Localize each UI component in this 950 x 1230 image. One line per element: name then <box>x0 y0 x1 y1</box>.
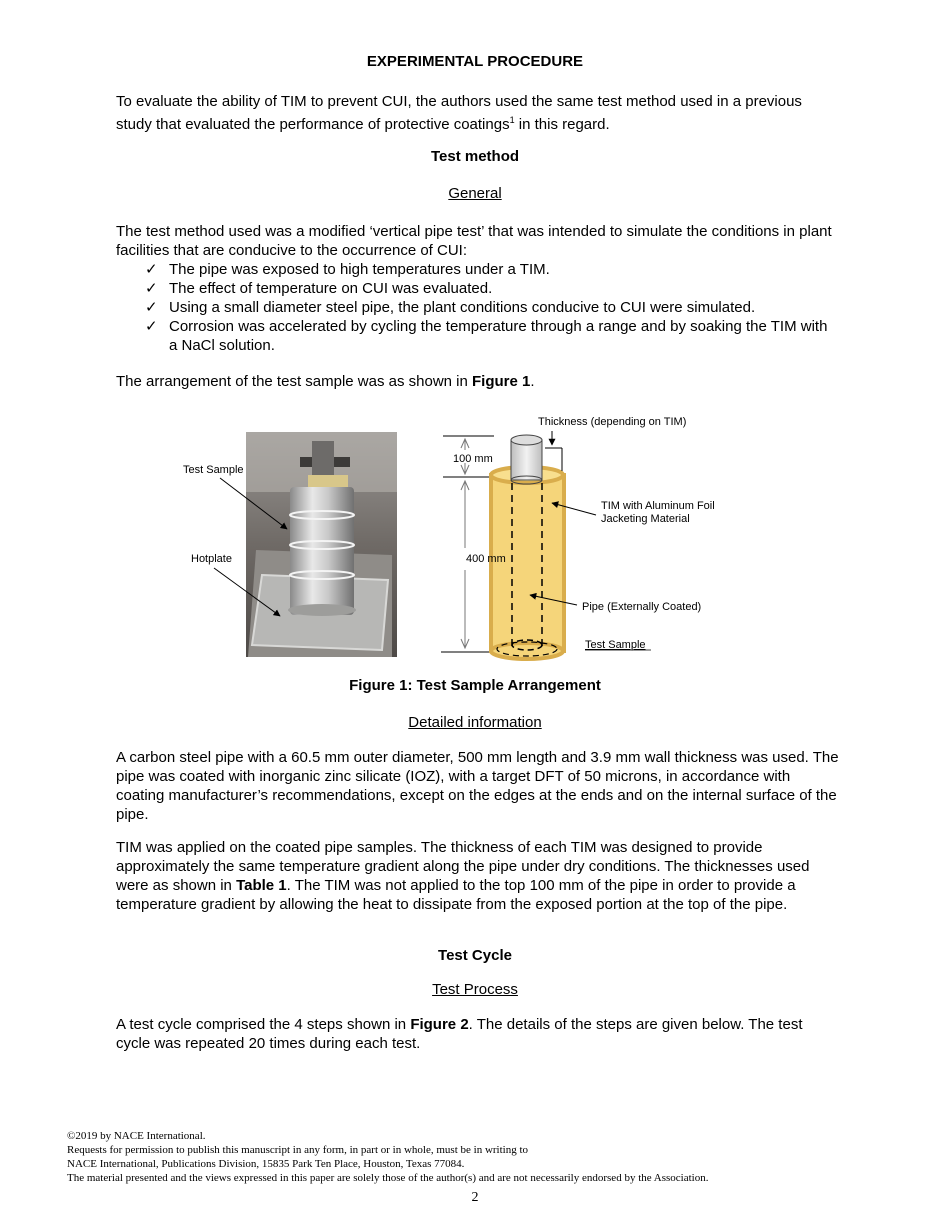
label-tim-line1: TIM with Aluminum Foil <box>601 500 715 512</box>
check-icon: ✓ <box>145 261 158 278</box>
footer-line: NACE International, Publications Division, 15835 Park Ten Place, Houston, Texas 77084. <box>67 1158 465 1170</box>
label-400mm: 400 mm <box>466 553 506 565</box>
photo-label-hotplate: Hotplate <box>191 553 232 565</box>
check-icon: ✓ <box>145 280 158 297</box>
arrangement-paragraph: The arrangement of the test sample was as shown in Figure 1. <box>116 373 535 390</box>
table-ref: Table 1 <box>236 877 287 894</box>
footer-line: The material presented and the views expressed in this paper are solely those of the author(s) and are not necessarily endorsed by the Association. <box>67 1172 709 1184</box>
test-sample-photo <box>246 432 397 657</box>
figure-caption: Figure 1: Test Sample Arrangement <box>349 677 601 694</box>
requirements-list <box>145 260 835 355</box>
intro-text: To evaluate the ability of TIM to prevent CUI, the authors used the same test method used in a previous study that evaluated the performance of protective coatings <box>116 93 802 133</box>
detailed-paragraph-1: A carbon steel pipe with a 60.5 mm outer diameter, 500 mm length and 3.9 mm wall thickness was used. The pipe was coated with inorganic zinc silicate (IOZ), with a target DFT of 50 microns, in accordance with coating manufacturer’s recommendations, except on the edges at the ends and on the internal surface of the pipe. <box>116 749 839 823</box>
schematic-diagram <box>441 431 596 659</box>
list-item: ✓ The effect of temperature on CUI was evaluated. <box>145 280 493 297</box>
list-item: ✓ Corrosion was accelerated by cycling the temperature through a range and by soaking the TIM with a NaCl solution. <box>145 318 828 354</box>
photo-label-test-sample: Test Sample <box>183 464 244 476</box>
label-100mm: 100 mm <box>453 453 493 465</box>
intro-paragraph <box>116 92 840 134</box>
page-number: 2 <box>471 1190 479 1205</box>
test-method-paragraph: The test method used was a modified ‘vertical pipe test’ that was intended to simulate the conditions in plant facilities that are conducive to the occurrence of CUI: <box>116 223 832 259</box>
detailed-heading: Detailed information <box>408 714 542 731</box>
list-item: ✓ The pipe was exposed to high temperatures under a TIM. <box>145 261 550 278</box>
figure-1 <box>0 405 950 670</box>
intro-text-end: in this regard. <box>514 116 610 133</box>
test-method-heading: Test method <box>430 148 520 165</box>
figure-ref: Figure 2 <box>410 1016 469 1033</box>
footer-line: Requests for permission to publish this manuscript in any form, in part or in whole, must be in writing to <box>67 1144 529 1156</box>
copyright-footer <box>67 1129 887 1185</box>
check-icon: ✓ <box>145 318 158 335</box>
general-heading: General <box>448 185 502 202</box>
section-title: EXPERIMENTAL PROCEDURE <box>366 53 584 70</box>
detailed-paragraph-2: TIM was applied on the coated pipe samples. The thickness of each TIM was designed to provide approximately the same temperature gradient along the pipe under dry conditions. The thicknesses used were as shown in Table 1. The TIM was not applied to the top 100 mm of the pipe in order to provide a temperature gradient by allowing the heat to dissipate from the exposed portion at the top of the pipe. <box>116 839 810 913</box>
check-icon: ✓ <box>145 299 158 316</box>
label-tim-line2: Jacketing Material <box>601 513 690 525</box>
label-thickness: Thickness (depending on TIM) <box>538 416 687 428</box>
figure-ref: Figure 1 <box>472 373 531 390</box>
test-cycle-paragraph: A test cycle comprised the 4 steps shown in Figure 2. The details of the steps are given below. The test cycle was repeated 20 times during each test. <box>116 1016 803 1052</box>
label-pipe: Pipe (Externally Coated) <box>582 601 702 613</box>
test-process-heading: Test Process <box>432 981 518 998</box>
footnote-ref: 1 <box>509 115 515 125</box>
label-test-sample: Test Sample <box>585 639 646 651</box>
test-cycle-heading: Test Cycle <box>438 947 512 964</box>
list-item: ✓ Using a small diameter steel pipe, the plant conditions conducive to CUI were simulated. <box>145 299 756 316</box>
footer-line: ©2019 by NACE International. <box>67 1130 206 1142</box>
